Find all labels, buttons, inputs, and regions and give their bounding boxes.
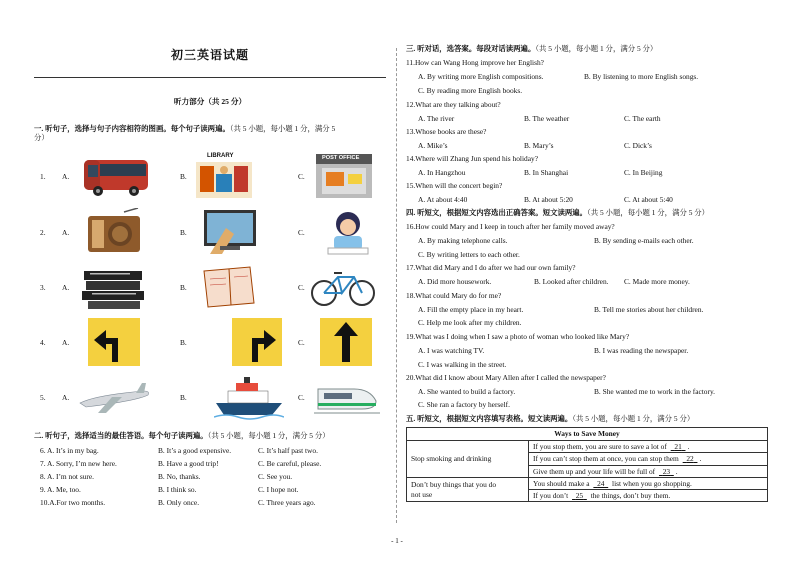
stacked-books-icon (80, 263, 146, 311)
section5-heading: 五. 听短文，根据短文内容填写表格。短文读两遍。（共 5 小题，每小题 1 分，满分 5 分） (406, 414, 695, 423)
table-row: Stop smoking and drinking If you stop them, you are sure to save a lot of 21 . (407, 441, 768, 453)
blank-22[interactable]: 22 (686, 454, 694, 464)
page-number: - 1 - (391, 537, 403, 545)
table-row: If you don’t 25 the things, don’t buy them. (407, 490, 768, 502)
options-17: A. Did more housework. B. Looked after children. C. Made more money. (418, 277, 690, 286)
options-16: A. By making telephone calls. B. By sending e-mails each other. (418, 236, 694, 245)
question-18: 18.What could Mary do for me? (406, 291, 502, 300)
list-item: 9. A. Me, too. B. I think so. C. I hope not. (40, 485, 299, 494)
table-row: Don’t buy things that you do not use You should make a 24 list when you go shopping. (407, 477, 768, 489)
section4-heading: 四. 听短文，根据短文内容选出正确答案。短文读两遍。（共 5 小题，每小题 1 分，满分 5 分） (406, 208, 710, 217)
picture-row-5: 5. A. B. C. (34, 373, 386, 421)
question-12: 12.What are they talking about? (406, 100, 501, 109)
turn-left-sign-icon (88, 318, 140, 366)
list-item: 7. A. Sorry, I’m new here. B. Have a good trip! C. Be careful, please. (40, 459, 322, 468)
question-15: 15.When will the concert begin? (406, 181, 503, 190)
question-20: 20.What did I know about Mary Allen after I called the newspaper? (406, 373, 606, 382)
blank-24[interactable]: 24 (597, 478, 605, 488)
post-office-icon (314, 152, 374, 200)
girl-writing-icon (318, 208, 378, 256)
options-11: A. By writing more English compositions. B. By listening to more English songs. (418, 72, 699, 81)
turn-right-sign-icon (232, 318, 282, 366)
title-rule (34, 77, 386, 78)
page-title: 初三英语试题 (170, 48, 249, 62)
ship-icon (214, 373, 284, 421)
picture-row-2: 2. A. B. C. (34, 208, 386, 256)
bicycle-icon (310, 263, 376, 311)
section3-heading: 三. 听对话，选答案。每段对话读两遍。（共 5 小题，每小题 1 分，满分 5 分） (406, 44, 658, 53)
question-11: 11.How can Wang Hong improve her English? (406, 58, 544, 67)
straight-ahead-sign-icon (320, 318, 372, 366)
blank-25[interactable]: 25 (575, 491, 584, 500)
options-13: A. Mike’s B. Mary’s C. Dick’s (418, 141, 652, 150)
table-row: Give them up and your life will be full of 23 . (407, 465, 768, 477)
row-label: Don’t buy things that you do not use (407, 477, 529, 502)
section2-heading: 二. 听句子，选择适当的最佳答语。每个句子读两遍。（共 5 小题，每小题 1 分，满分 5 分） (34, 431, 330, 440)
blank-21[interactable]: 21 (674, 442, 682, 451)
bus-icon (80, 152, 152, 200)
picture-row-3: 3. A. B. C. (34, 263, 386, 311)
open-book-icon (198, 263, 258, 311)
options-12: A. The river B. The weather C. The earth (418, 114, 661, 123)
list-item: 6. A. It’s in my bag. B. It’s a good expensive. C. It’s half past two. (40, 446, 318, 455)
question-17: 17.What did Mary and I do after we had our own family? (406, 263, 576, 272)
options-20: A. She wanted to build a factory. B. She wanted me to work in the factory. (418, 387, 716, 396)
post-office-label: POST OFFICE (322, 155, 360, 161)
table-row: If you can’t stop them at once, you can stop them 22 . (407, 453, 768, 465)
airplane-icon (76, 373, 152, 421)
radio-icon (84, 208, 144, 256)
column-divider (396, 48, 397, 523)
high-speed-train-icon (314, 373, 380, 421)
question-13: 13.Whose books are these? (406, 127, 487, 136)
table-title: Ways to Save Money (407, 428, 768, 441)
options-15: A. At about 4:40 B. At about 5:20 C. At about 5:40 (418, 195, 673, 204)
options-14: A. In Hangzhou B. In Shanghai C. In Beijing (418, 168, 663, 177)
list-item: 10.A.For two months. B. Only once. C. Three years ago. (40, 498, 316, 507)
section1-heading: 一. 听句子，选择与句子内容相符的图画。每个句子读两遍。（共 5 小题，每小题 1 分，满分 5 分） (34, 124, 336, 143)
computer-screen-icon (200, 208, 260, 256)
library-icon (194, 152, 254, 200)
row-label: Stop smoking and drinking (407, 441, 529, 478)
picture-row-1: 1. A. B. LIBRARY C. POST OFFICE (34, 152, 386, 200)
question-19: 19.What was I doing when I saw a photo of woman who looked like Mary? (406, 332, 630, 341)
question-16: 16.How could Mary and I keep in touch after her family moved away? (406, 222, 615, 231)
options-18: A. Fill the empty place in my heart. B. Tell me stories about her children. (418, 305, 704, 314)
list-item: 8. A. I’m not sure. B. No, thanks. C. See you. (40, 472, 293, 481)
question-14: 14.Where will Zhang Jun spend his holiday? (406, 154, 538, 163)
library-label: LIBRARY (207, 153, 234, 159)
listening-subtitle: 听力部分（共 25 分） (173, 97, 247, 106)
options-19: A. I was watching TV. B. I was reading the newspaper. (418, 346, 689, 355)
picture-row-4: 4. A. B. C. (34, 318, 386, 366)
blank-23[interactable]: 23 (662, 466, 671, 476)
ways-to-save-money-table (406, 427, 768, 502)
